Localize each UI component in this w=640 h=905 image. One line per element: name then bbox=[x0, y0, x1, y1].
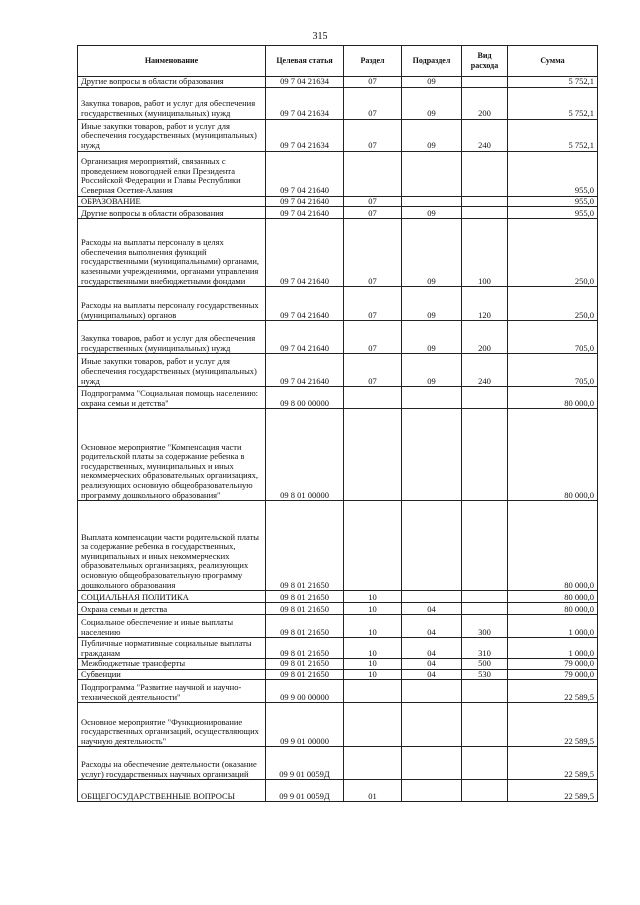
table-row bbox=[78, 87, 598, 119]
row-subsection bbox=[402, 591, 462, 603]
row-sum: 22 589,5 bbox=[508, 703, 598, 747]
row-sum: 22 589,5 bbox=[508, 780, 598, 802]
row-name: СОЦИАЛЬНАЯ ПОЛИТИКА bbox=[78, 591, 266, 603]
row-section bbox=[344, 387, 402, 409]
table-row bbox=[78, 196, 598, 207]
table-row bbox=[78, 703, 598, 747]
row-target-article: 09 8 01 21650 bbox=[266, 615, 344, 638]
row-expense-type bbox=[462, 747, 508, 780]
table-body bbox=[78, 77, 598, 802]
row-sum: 80 000,0 bbox=[508, 387, 598, 409]
row-sum: 80 000,0 bbox=[508, 591, 598, 603]
row-expense-type bbox=[462, 409, 508, 501]
row-subsection: 04 bbox=[402, 659, 462, 670]
row-expense-type: 240 bbox=[462, 119, 508, 151]
row-name: Межбюджетные трансферты bbox=[78, 659, 266, 670]
row-expense-type bbox=[462, 196, 508, 207]
row-section bbox=[344, 747, 402, 780]
row-subsection bbox=[402, 501, 462, 591]
table-row bbox=[78, 321, 598, 354]
row-target-article: 09 7 04 21634 bbox=[266, 87, 344, 119]
row-section: 10 bbox=[344, 615, 402, 638]
row-sum: 705,0 bbox=[508, 354, 598, 387]
row-expense-type bbox=[462, 151, 508, 196]
header-sum: Сумма bbox=[508, 46, 598, 77]
table-row bbox=[78, 387, 598, 409]
row-section: 07 bbox=[344, 87, 402, 119]
row-expense-type: 530 bbox=[462, 669, 508, 680]
row-subsection: 09 bbox=[402, 354, 462, 387]
header-expense-type: Вид расхода bbox=[462, 46, 508, 77]
table-row bbox=[78, 219, 598, 287]
row-sum: 1 000,0 bbox=[508, 615, 598, 638]
row-name: Расходы на выплаты персоналу государственных (муниципальных) органов bbox=[78, 287, 266, 321]
row-target-article: 09 8 01 21650 bbox=[266, 501, 344, 591]
row-name: Другие вопросы в области образования bbox=[78, 77, 266, 88]
table-row bbox=[78, 501, 598, 591]
row-subsection bbox=[402, 409, 462, 501]
row-name: ОБЩЕГОСУДАРСТВЕННЫЕ ВОПРОСЫ bbox=[78, 780, 266, 802]
row-expense-type: 200 bbox=[462, 87, 508, 119]
row-section: 07 bbox=[344, 287, 402, 321]
row-subsection: 04 bbox=[402, 603, 462, 615]
row-target-article: 09 8 01 21650 bbox=[266, 638, 344, 659]
row-target-article: 09 7 04 21640 bbox=[266, 354, 344, 387]
row-target-article: 09 9 01 00000 bbox=[266, 703, 344, 747]
row-subsection bbox=[402, 151, 462, 196]
table-row bbox=[78, 119, 598, 151]
row-target-article: 09 7 04 21640 bbox=[266, 196, 344, 207]
table-row bbox=[78, 680, 598, 703]
table-row bbox=[78, 659, 598, 670]
row-name: ОБРАЗОВАНИЕ bbox=[78, 196, 266, 207]
header-section: Раздел bbox=[344, 46, 402, 77]
row-name: Закупка товаров, работ и услуг для обеспечения государственных (муниципальных) нужд bbox=[78, 321, 266, 354]
row-subsection: 09 bbox=[402, 321, 462, 354]
row-expense-type bbox=[462, 680, 508, 703]
row-name: Расходы на выплаты персоналу в целях обеспечения выполнения функций государственными (муниципальными) органами, казенными учреждениями, органами управления государственными внебюджетными фондами bbox=[78, 219, 266, 287]
row-section bbox=[344, 680, 402, 703]
row-target-article: 09 7 04 21634 bbox=[266, 77, 344, 88]
row-expense-type bbox=[462, 207, 508, 219]
row-target-article: 09 8 00 00000 bbox=[266, 387, 344, 409]
row-target-article: 09 8 01 21650 bbox=[266, 659, 344, 670]
row-sum: 22 589,5 bbox=[508, 747, 598, 780]
row-target-article: 09 8 01 00000 bbox=[266, 409, 344, 501]
row-subsection bbox=[402, 703, 462, 747]
row-expense-type bbox=[462, 591, 508, 603]
row-subsection bbox=[402, 387, 462, 409]
row-name: Публичные нормативные социальные выплаты гражданам bbox=[78, 638, 266, 659]
row-expense-type bbox=[462, 780, 508, 802]
row-name: Другие вопросы в области образования bbox=[78, 207, 266, 219]
row-sum: 955,0 bbox=[508, 196, 598, 207]
table-row bbox=[78, 354, 598, 387]
table-row bbox=[78, 287, 598, 321]
row-name: Организация мероприятий, связанных с проведением новогодней елки Президента Российской Федерации и Главы Республики Северная Осетия-Алания bbox=[78, 151, 266, 196]
row-sum: 955,0 bbox=[508, 151, 598, 196]
row-target-article: 09 7 04 21640 bbox=[266, 207, 344, 219]
row-subsection bbox=[402, 680, 462, 703]
row-name: Подпрограмма "Развитие научной и научно-технической деятельности" bbox=[78, 680, 266, 703]
page-number: 315 bbox=[312, 31, 328, 42]
table-row bbox=[78, 747, 598, 780]
row-section: 07 bbox=[344, 321, 402, 354]
table-row bbox=[78, 669, 598, 680]
row-expense-type: 310 bbox=[462, 638, 508, 659]
row-subsection bbox=[402, 780, 462, 802]
row-sum: 5 752,1 bbox=[508, 119, 598, 151]
row-expense-type bbox=[462, 501, 508, 591]
row-name: Подпрограмма "Социальная помощь населению: охрана семьи и детства" bbox=[78, 387, 266, 409]
row-name: Субвенции bbox=[78, 669, 266, 680]
row-section bbox=[344, 151, 402, 196]
row-sum: 1 000,0 bbox=[508, 638, 598, 659]
row-subsection: 09 bbox=[402, 77, 462, 88]
row-sum: 80 000,0 bbox=[508, 409, 598, 501]
row-name: Выплата компенсации части родительской платы за содержание ребенка в государственных, муниципальных и иных некоммерческих образовательных организациях, реализующих основную общеобразовательную программу дошкольного образования bbox=[78, 501, 266, 591]
row-expense-type: 120 bbox=[462, 287, 508, 321]
row-name: Иные закупки товаров, работ и услуг для обеспечения государственных (муниципальных) нужд bbox=[78, 354, 266, 387]
row-section bbox=[344, 409, 402, 501]
row-expense-type bbox=[462, 387, 508, 409]
row-sum: 5 752,1 bbox=[508, 77, 598, 88]
table-row bbox=[78, 603, 598, 615]
row-name: Охрана семьи и детства bbox=[78, 603, 266, 615]
row-subsection bbox=[402, 747, 462, 780]
table-row bbox=[78, 151, 598, 196]
row-expense-type: 300 bbox=[462, 615, 508, 638]
row-sum: 250,0 bbox=[508, 287, 598, 321]
row-subsection: 04 bbox=[402, 669, 462, 680]
row-section bbox=[344, 703, 402, 747]
row-section: 07 bbox=[344, 354, 402, 387]
row-expense-type: 100 bbox=[462, 219, 508, 287]
table-row bbox=[78, 638, 598, 659]
row-expense-type bbox=[462, 603, 508, 615]
table-row bbox=[78, 780, 598, 802]
row-section: 10 bbox=[344, 669, 402, 680]
row-target-article: 09 7 04 21640 bbox=[266, 287, 344, 321]
table-row bbox=[78, 77, 598, 88]
row-sum: 955,0 bbox=[508, 207, 598, 219]
row-subsection: 04 bbox=[402, 638, 462, 659]
row-target-article: 09 9 01 0059Д bbox=[266, 747, 344, 780]
row-subsection bbox=[402, 196, 462, 207]
row-name: Расходы на обеспечение деятельности (оказание услуг) государственных научных организаций bbox=[78, 747, 266, 780]
row-subsection: 09 bbox=[402, 219, 462, 287]
row-target-article: 09 9 01 0059Д bbox=[266, 780, 344, 802]
row-section: 07 bbox=[344, 219, 402, 287]
row-subsection: 09 bbox=[402, 119, 462, 151]
row-sum: 250,0 bbox=[508, 219, 598, 287]
row-subsection: 09 bbox=[402, 287, 462, 321]
header-target-article: Целевая статья bbox=[266, 46, 344, 77]
row-expense-type: 200 bbox=[462, 321, 508, 354]
row-name: Закупка товаров, работ и услуг для обеспечения государственных (муниципальных) нужд bbox=[78, 87, 266, 119]
row-target-article: 09 7 04 21640 bbox=[266, 151, 344, 196]
row-expense-type bbox=[462, 703, 508, 747]
table-row bbox=[78, 591, 598, 603]
row-expense-type: 500 bbox=[462, 659, 508, 670]
budget-table bbox=[77, 45, 598, 802]
row-target-article: 09 8 01 21650 bbox=[266, 603, 344, 615]
row-section: 07 bbox=[344, 196, 402, 207]
row-expense-type: 240 bbox=[462, 354, 508, 387]
row-subsection: 09 bbox=[402, 207, 462, 219]
row-section: 07 bbox=[344, 77, 402, 88]
row-name: Иные закупки товаров, работ и услуг для обеспечения государственных (муниципальных) нужд bbox=[78, 119, 266, 151]
header-subsection: Подраздел bbox=[402, 46, 462, 77]
row-sum: 80 000,0 bbox=[508, 501, 598, 591]
row-target-article: 09 7 04 21640 bbox=[266, 219, 344, 287]
row-sum: 5 752,1 bbox=[508, 87, 598, 119]
table-header-row bbox=[78, 46, 598, 77]
table-row bbox=[78, 409, 598, 501]
row-name: Основное мероприятие "Компенсация части родительской платы за содержание ребенка в государственных, муниципальных и иных некоммерческих образовательных организациях, реализующих основную общеобразовательную программу дошкольного образования" bbox=[78, 409, 266, 501]
table-row bbox=[78, 207, 598, 219]
row-target-article: 09 8 01 21650 bbox=[266, 591, 344, 603]
row-subsection: 04 bbox=[402, 615, 462, 638]
row-target-article: 09 9 00 00000 bbox=[266, 680, 344, 703]
row-section: 10 bbox=[344, 603, 402, 615]
table-row bbox=[78, 615, 598, 638]
row-sum: 22 589,5 bbox=[508, 680, 598, 703]
row-sum: 705,0 bbox=[508, 321, 598, 354]
row-section: 07 bbox=[344, 207, 402, 219]
row-target-article: 09 7 04 21640 bbox=[266, 321, 344, 354]
row-target-article: 09 7 04 21634 bbox=[266, 119, 344, 151]
row-name: Основное мероприятие "Функционирование государственных организаций, осуществляющих научную деятельность" bbox=[78, 703, 266, 747]
row-expense-type bbox=[462, 77, 508, 88]
row-subsection: 09 bbox=[402, 87, 462, 119]
row-section: 10 bbox=[344, 659, 402, 670]
row-section: 01 bbox=[344, 780, 402, 802]
row-section: 07 bbox=[344, 119, 402, 151]
row-name: Социальное обеспечение и иные выплаты населению bbox=[78, 615, 266, 638]
row-section: 10 bbox=[344, 591, 402, 603]
row-section bbox=[344, 501, 402, 591]
row-sum: 79 000,0 bbox=[508, 669, 598, 680]
row-target-article: 09 8 01 21650 bbox=[266, 669, 344, 680]
row-section: 10 bbox=[344, 638, 402, 659]
header-name: Наименование bbox=[78, 46, 266, 77]
row-sum: 79 000,0 bbox=[508, 659, 598, 670]
row-sum: 80 000,0 bbox=[508, 603, 598, 615]
